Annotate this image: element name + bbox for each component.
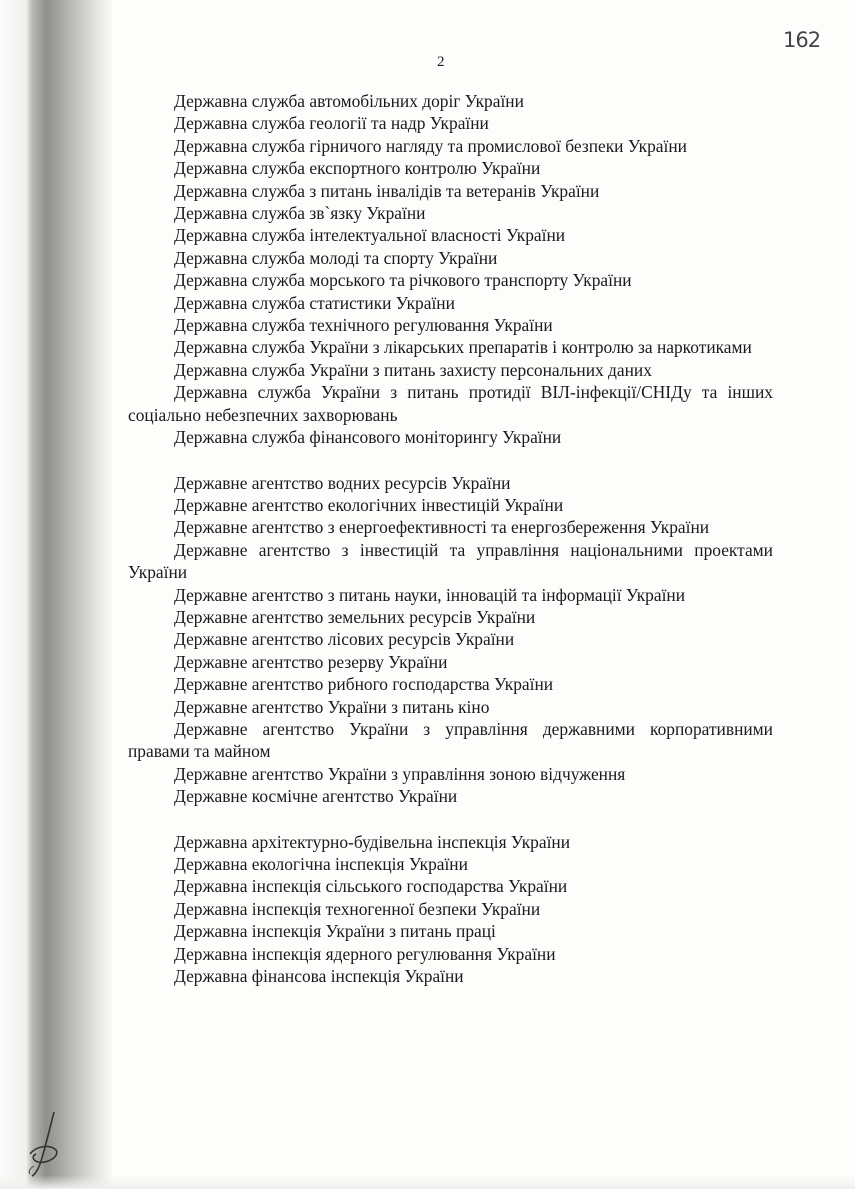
agency-list-item: Державна служба зв`язку України bbox=[174, 203, 426, 224]
agency-list-item: Державне агентство з інвестицій та управління національними проектами України bbox=[128, 539, 773, 583]
agency-list-item: Державне агентство рибного господарства України bbox=[174, 674, 554, 695]
agency-list-item: Державна служба з питань інвалідів та ветеранів України bbox=[174, 180, 600, 201]
agency-list-item: Державне агентство земельних ресурсів України bbox=[174, 606, 536, 627]
agency-list-item: Державна служба України з лікарських препаратів і контролю за наркотиками bbox=[174, 337, 752, 358]
agency-list-item: Державна інспекція ядерного регулювання України bbox=[174, 943, 556, 964]
section-gap bbox=[128, 808, 773, 831]
agency-list-item: Державне агентство з енергоефективності та енергозбереження України bbox=[174, 517, 710, 538]
section-gap bbox=[128, 449, 773, 472]
agency-list-item: Державна фінансова інспекція України bbox=[174, 966, 464, 987]
scan-shadow-edge bbox=[0, 0, 112, 1189]
handwritten-page-count: 162 bbox=[783, 28, 821, 52]
agency-list-item: Державна служба технічного регулювання України bbox=[174, 315, 553, 336]
agency-list-item: Державне агентство водних ресурсів України bbox=[174, 472, 511, 493]
agency-list-item: Державна інспекція техногенної безпеки України bbox=[174, 898, 541, 919]
agency-list-item: Державне агентство екологічних інвестицій України bbox=[174, 494, 564, 515]
agency-list-item: Державна служба автомобільних доріг України bbox=[174, 91, 524, 111]
agency-list-item: Державне агентство резерву України bbox=[174, 651, 448, 672]
agency-list-item: Державна інспекція України з питань праці bbox=[174, 921, 496, 942]
agency-list-item: Державна служба фінансового моніторингу України bbox=[174, 427, 562, 448]
signature-mark-icon bbox=[24, 1108, 72, 1178]
agency-list-item: Державне агентство України з управління державними корпоративними правами та майном bbox=[128, 718, 773, 762]
agency-list-item: Державне агентство з питань науки, інновацій та інформації України bbox=[174, 584, 686, 605]
document-body bbox=[128, 90, 773, 987]
agency-list-item: Державна служба геології та надр України bbox=[174, 113, 489, 134]
agency-list-item: Державна служба статистики України bbox=[174, 292, 455, 313]
agency-list-item: Державне агентство України з управління зоною відчуження bbox=[174, 763, 626, 784]
scan-bottom-edge bbox=[0, 1175, 855, 1189]
agency-list-item: Державна служба України з питань протидії ВІЛ-інфекції/СНІДу та інших соціально небезпечних захворювань bbox=[128, 382, 773, 425]
agency-list-item: Державна служба молоді та спорту України bbox=[174, 247, 498, 268]
agency-list-item: Державна служба морського та річкового транспорту України bbox=[174, 270, 632, 291]
agency-list-item: Державна екологічна інспекція України bbox=[174, 854, 468, 874]
agency-list-item: Державна архітектурно-будівельна інспекція України bbox=[174, 831, 571, 852]
agency-list-item: Державне агентство України з питань кіно bbox=[174, 696, 490, 717]
agency-list-item: Державна інспекція сільського господарства України bbox=[174, 876, 568, 897]
agency-list-item: Державна служба інтелектуальної власності України bbox=[174, 225, 566, 246]
agency-list-item: Державна служба України з питань захисту персональних даних bbox=[174, 359, 652, 380]
agency-list-item: Державне агентство лісових ресурсів України bbox=[174, 629, 515, 650]
agency-list-item: Державна служба експортного контролю України bbox=[174, 158, 541, 179]
page-number: 2 bbox=[437, 54, 445, 70]
agency-list-item: Державне космічне агентство України bbox=[174, 786, 458, 807]
agency-list-item: Державна служба гірничого нагляду та промислової безпеки України bbox=[174, 135, 687, 156]
